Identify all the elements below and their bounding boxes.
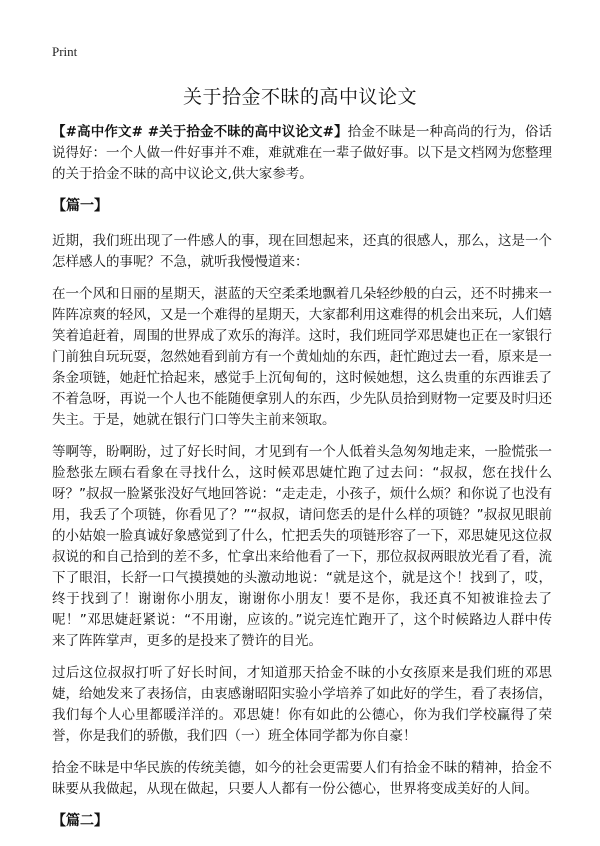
- document-body: [52, 122, 552, 846]
- section-heading-1: 【篇一】: [52, 198, 108, 214]
- section-1-paragraph-5: 拾金不昧是中华民族的传统美德，如今的社会更需要人们有拾金不昧的精神，拾金不昧要从我做起，从现在做起，只要人人都有一份公德心，世界将变成美好的人间。: [52, 760, 552, 797]
- section-heading-2: 【篇二】: [52, 813, 108, 829]
- section-1-paragraph-2: 在一个风和日丽的星期天，湛蓝的天空柔柔地飘着几朵轻纱般的白云，还不时拂来一阵阵凉爽的轻风，又是一个难得的星期天，大家都利用这难得的机会出来玩，人们嬉笑着追赶着，周围的世界成了欢乐的海洋。这时，我们班同学邓思婕也正在一家银行门前独自玩玩耍，忽然她看到前方有一个黄灿灿的东西，赶忙跑过去一看，原来是一条金项链，她赶忙拾起来，感觉手上沉甸甸的，这时候她想，这么贵重的东西谁丢了不着急呀，再说一个人也不能随便拿别人的东西，少先队员拾到财物一定要及时归还失主。于是，她就在银行门口等失主前来领取。: [52, 286, 552, 428]
- intro-tags: 【#高中作文# #关于拾金不昧的高中议论文#】: [52, 124, 348, 140]
- print-link[interactable]: Print: [52, 44, 78, 59]
- section-1-paragraph-4: 过后这位叔叔打听了好长时间，才知道那天拾金不昧的小女孩原来是我们班的邓思婕，给她发来了表扬信，由衷感谢昭阳实验小学培养了如此好的学生，看了表扬信，我们每个人心里都暖洋洋的。邓思婕！你有如此的公德心，你为我们学校赢得了荣誉，你是我们的骄傲，我们四（一）班全体同学都为你自豪！: [52, 665, 552, 744]
- intro-paragraph: [52, 122, 552, 185]
- intro-text: 拾金不昧是一种高尚的行为，俗话说得好：一个人做一件好事并不难，难就难在一辈子做好事。以下是文档网为您整理的关于拾金不昧的高中议论文,供大家参考。: [52, 124, 553, 182]
- section-1-paragraph-1: 近期，我们班出现了一件感人的事，现在回想起来，还真的很感人，那么，这是一个怎样感人的事呢？不急，就听我慢慢道来：: [52, 233, 552, 270]
- section-1-paragraph-3: 等啊等，盼啊盼，过了好长时间，才见到有一个人低着头急匆匆地走来，一脸慌张一脸愁张左顾右看象在寻找什么，这时候邓思婕忙跑了过去问：“叔叔，您在找什么呀？”叔叔一脸紧张没好气地回答说：“走走走，小孩子，烦什么烦？和你说了也没有用，我丢了个项链，你看见了？”“叔叔，请问您丢的是什么样的项链？”叔叔见眼前的小姑娘一脸真诚好象感觉到了什么，忙把丢失的项链形容了一下，邓思婕见这位叔叔说的和自己拾到的差不多，忙拿出来给他看了一下，那位叔叔两眼放光看了看，流下了眼泪，长舒一口气摸摸她的头激动地说：“就是这个，就是这个！找到了，哎，终于找到了！谢谢你小朋友，谢谢你小朋友！要不是你，我还真不知被谁捡去了呢！”邓思婕赶紧说：“不用谢，应该的。”说完连忙跑开了，这个时候路边人群中传来了阵阵掌声，更多的是投来了赞许的目光。: [52, 444, 552, 649]
- page-title: 关于拾金不昧的高中议论文: [182, 86, 417, 108]
